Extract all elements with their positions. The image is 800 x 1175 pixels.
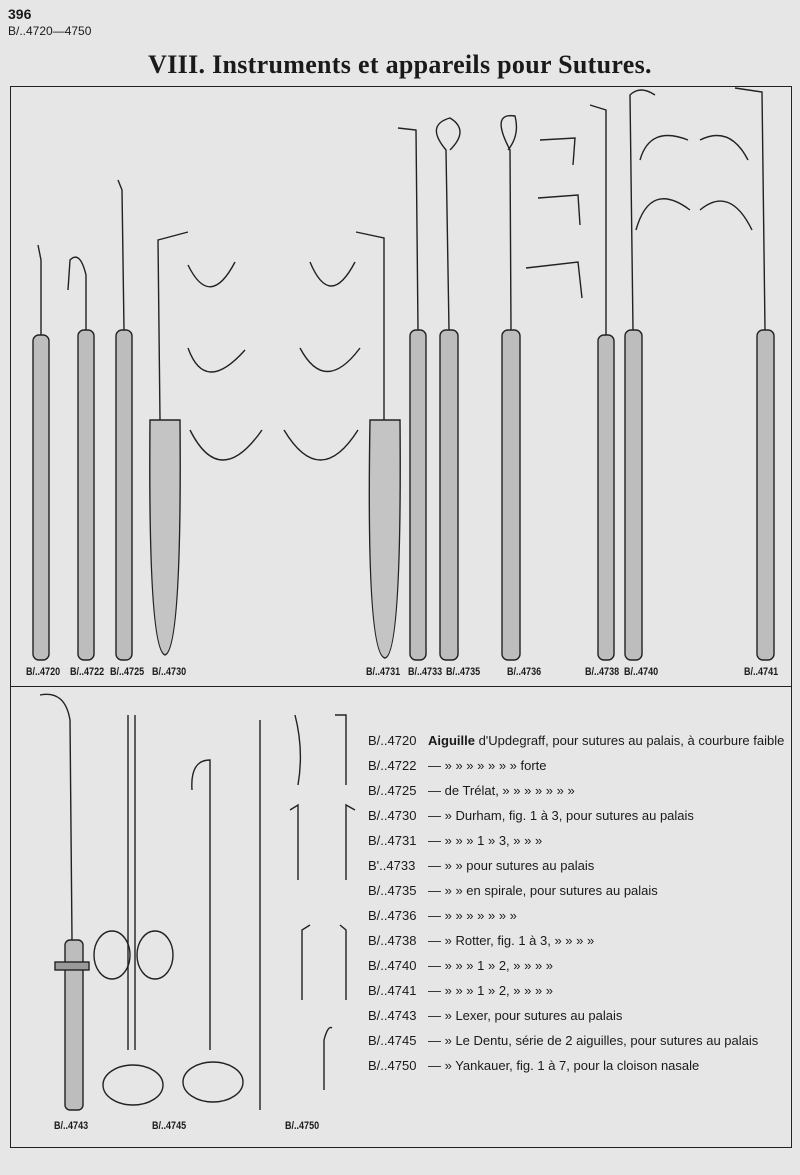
figure-label-4750: B/..4750 [285,1120,320,1132]
needle-4735-drawing [436,118,460,660]
needle-4720-drawing [33,245,49,660]
figure-label-4730: B/..4730 [152,666,187,678]
legend-description [428,783,575,798]
legend-code: B/..4730 [368,808,417,823]
legend-row [368,858,788,883]
figure-label-4722: B/..4722 [70,666,105,678]
needle-holder-4745-drawing [94,715,243,1105]
legend-text: — de Trélat, » » » » » » » [428,783,575,798]
legend-code: B/..4741 [368,983,417,998]
legend-code: B/..4720 [368,733,417,748]
figure-label-4725: B/..4725 [110,666,145,678]
legend-row [368,733,788,758]
legend-code: B/..4750 [368,1058,417,1073]
legend-row [368,958,788,983]
legend-row [368,833,788,858]
legend-code: B/..4743 [368,1008,417,1023]
legend-row [368,1033,788,1058]
legend-code: B/..4740 [368,958,417,973]
legend-description [428,983,553,998]
page-title: VIII. Instruments et appareils pour Sutures. [148,50,652,79]
legend-text: — » Rotter, fig. 1 à 3, » » » » [428,933,595,948]
legend-row [368,933,788,958]
legend-description [428,808,694,823]
legend-text: — » » » » » » » [428,908,517,923]
figure-label-4735: B/..4735 [446,666,481,678]
figure-label-4720: B/..4720 [26,666,61,678]
needle-4722-drawing [68,257,94,660]
figure-label-4733: B/..4733 [408,666,443,678]
needle-4736-drawing [501,116,520,660]
legend-text: — » » » 1 » 2, » » » » [428,958,554,973]
figure-label-4736: B/..4736 [507,666,542,678]
legend-row [368,783,788,808]
legend-text: — » Yankauer, fig. 1 à 7, pour la cloison nasale [428,1058,700,1073]
legend-text: — » » en spirale, pour sutures au palais [428,883,658,898]
legend-description [428,758,547,773]
legend-code: B/..4735 [368,883,417,898]
legend-code: B/..4745 [368,1033,417,1048]
legend-text: — » Durham, fig. 1 à 3, pour sutures au palais [428,808,694,823]
figure-label-4738: B/..4738 [585,666,620,678]
figure-label-4743: B/..4743 [54,1120,89,1132]
needle-4740-drawing [625,90,655,660]
legend-description [428,858,594,873]
legend-description [428,883,658,898]
legend-row [368,1008,788,1033]
needle-4738-drawing [590,105,614,660]
needle-4731-drawing [356,232,400,658]
legend-description [428,908,517,923]
legend-text: — » Lexer, pour sutures au palais [428,1008,623,1023]
legend-description [428,1033,758,1048]
needle-4733-drawing [398,128,426,660]
legend-code: B/..4738 [368,933,417,948]
figure-label-4740: B/..4740 [624,666,659,678]
needle-holder-4743-drawing [40,694,89,1110]
rotter-hooks [526,138,582,298]
needles-4750-drawing [260,715,355,1110]
legend-code: B/..4736 [368,908,417,923]
legend-code: B/..4731 [368,833,417,848]
legend-text: — » » » » » » » forte [428,758,547,773]
legend-description [428,733,784,748]
legend-text: — » Le Dentu, série de 2 aiguilles, pour sutures au palais [428,1033,759,1048]
figure-label-4745: B/..4745 [152,1120,187,1132]
needle-4741-drawing [735,88,774,660]
legend-code: B/..4725 [368,783,417,798]
curved-needles-set-a [188,262,262,460]
reference-range: B/..4720—4750 [8,24,92,38]
legend-row [368,908,788,933]
legend-text: d'Updegraff, pour sutures au palais, à courbure faible [478,733,785,748]
curved-needles-set-b [284,262,360,460]
legend-code: B/..4722 [368,758,417,773]
legend-prefix: Aiguille [428,733,475,748]
legend-description [428,833,542,848]
catalogue-legend [368,733,788,1083]
curved-needles-set-c [636,136,752,231]
needle-4730-drawing [150,232,188,655]
legend-text: — » » » 1 » 2, » » » » [428,983,554,998]
legend-text: — » » » 1 » 3, » » » [428,833,543,848]
legend-description [428,1008,622,1023]
figure-label-4731: B/..4731 [366,666,401,678]
legend-code: B'..4733 [368,858,416,873]
legend-description [428,958,553,973]
legend-row [368,1058,788,1083]
legend-row [368,808,788,833]
legend-description [428,1058,699,1073]
legend-row [368,883,788,908]
page-number: 396 [8,6,32,22]
legend-row [368,983,788,1008]
figure-label-4741: B/..4741 [744,666,779,678]
needle-4725-drawing [116,180,132,660]
legend-row [368,758,788,783]
legend-description [428,933,594,948]
legend-text: — » » pour sutures au palais [428,858,595,873]
